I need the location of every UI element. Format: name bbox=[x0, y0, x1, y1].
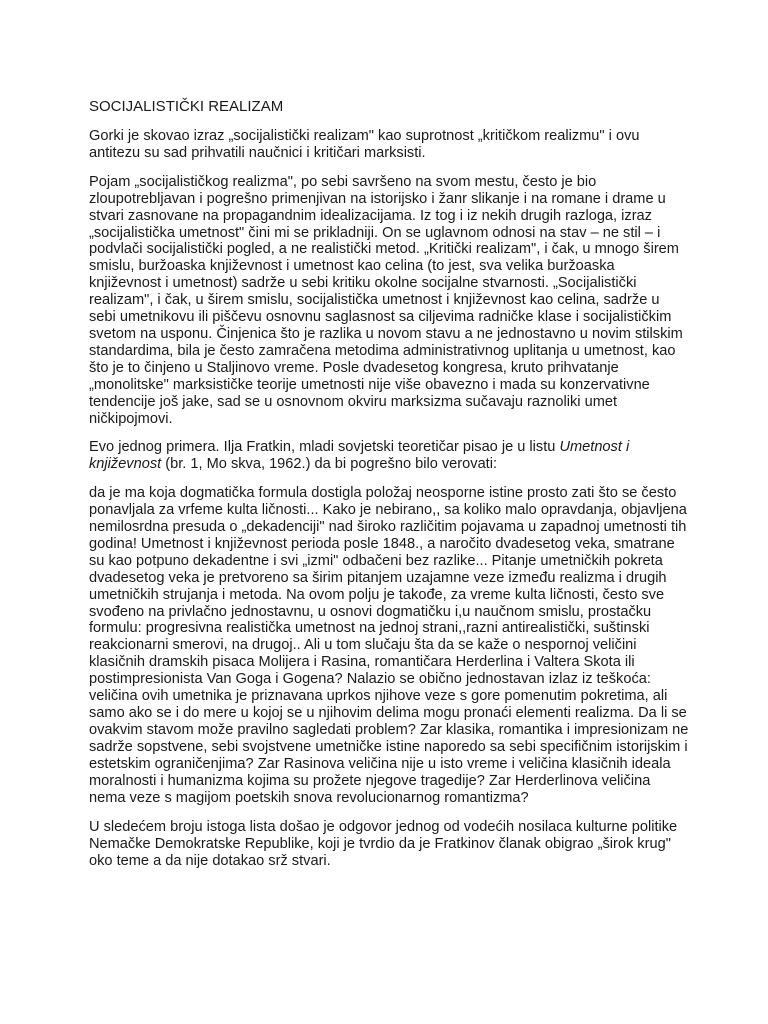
journal-title: Umetnost i književnost bbox=[89, 439, 630, 473]
paragraph-example bbox=[89, 439, 689, 473]
document-page bbox=[89, 98, 689, 882]
paragraph-intro: Gorki je skovao izraz „socijalistički realizam" kao suprotnost „kritičkom realizmu" i ovu antitezu su sad prihvatili naučnici i kritičari marksisti. bbox=[89, 128, 640, 161]
example-text-before: Evo jednog primera. Ilja Fratkin, mladi sovjetski teoretičar pisao je u listu bbox=[89, 439, 560, 456]
document-title: SOCIJALISTIČKI REALIZAM bbox=[89, 98, 284, 115]
paragraph-concept: Pojam „socijalističkog realizma", po sebi savršeno na svom mestu, često je bio zloupotrebljavan i pogrešno primenjivan na istorijsko i žanr slikanje i na romane i drame u stvari zasnovane na propagandnim idealizacijama. Iz tog i iz nekih drugih razloga, izraz „socijalistička umetnost" čini mi se prikladniji. On se uglavnom odnosi na stav – ne stil – i podvlači socijalistički pogled, a ne realistički metod. „Kritički realizam", i čak, u mnogo širem smislu, buržoaska književnost i umetnost kao celina (to jest, sva velika buržoaska književnost i umetnost) sadrže u sebi kritiku okolne socijalne stvarnosti. „Socijalistički realizam", i čak, u širem smislu, socijalistička umetnost i književnost kao celina, sadrže u sebi umetnikovu ili piščevu osnovnu saglasnost sa ciljevima radničke klase i socijalističkim svetom na usponu. Činjenica što je razlika u novom stavu a ne jednostavno u novim stilskim standardima, bila je često zamračena metodima administrativnog uplitanja u umetnost, kao što je to činjeno u Staljinovo vreme. Posle dvadesetog kongresa, kruto prihvatanje „monolitske" marksističke teorije umetnosti nije više obavezno i mada su konzervativne tendencije još jake, sad se u osnovnom okviru marksizma sučavaju raznoliki umet ničkipojmovi. bbox=[89, 173, 683, 427]
quoted-passage: da je ma koja dogmatička formula dostigla položaj neosporne istine prosto zati što se često ponavljala za vrfeme kulta ličnosti... Kako je nebirano,, sa koliko malo opravdanja, objavljena nemilosrdna presuda o „dekadenciji" nad široko različitim pojavama u zapadnoj umetnosti tih godina! Umetnost i književnost perioda posle 1848., a naročito dvadesetog veka, smatrane su kao potpuno dekadentne i svi „izmi" odbačeni bez razlike... Pitanje umetničkih pokreta dvadesetog veka je pretvoreno sa širim pitanjem uzajamne veze između realizma i drugih umetničkih strujanja i metoda. Na ovom polju je takođe, za vreme kulta ličnosti, često sve svođeno na privlačno jednostavnu, u osnovi dogmatičku i,u naučnom smislu, prostačku formulu: progresivna realistička umetnost na jednoj strani,,razni antirealistički, suštinski reakcionarni smerovi, na drugoj.. Ali u tom slučaju šta da se kaže o nespornoj veličini klasičnih dramskih pisaca Molijera i Rasina, romantičara Herderlina i Valtera Skota ili postimpresionista Van Goga i Gogena? Nalazio se obično jednostavan izlaz iz teškoća: veličina ovih umetnika je priznavana uprkos njihove veze s gore pomenutim pokretima, ali samo ako se i do mere u kojoj se u njihovim delima mogu pronaći elementi realizma. Da li se ovakvim stavom može pravilno sagledati problem? Zar klasika, romantika i impresionizam ne sadrže sopstvene, sebi svojstvene umetničke istine naporedo sa sebi specifičnim istorijskim i estetskim ograničenjima? Zar Rasinova veličina nije u isto vreme i veličina klasičnih ideala moralnosti i humanizma kojima su prožete njegove tragedije? Zar Herderlinova veličina nema veze s magijom poetskih snova revolucionarnog romantizma? bbox=[89, 485, 689, 806]
example-text-after: (br. 1, Mo skva, 1962.) da bi pogrešno bilo verovati: bbox=[161, 456, 498, 473]
paragraph-response: U sledećem broju istoga lista došao je odgovor jednog od vodećih nosilaca kulturne politike Nemačke Demokratske Republike, koji je tvrdio da je Fratkinov članak obigrao „širok krug" oko teme a da nije dotakao srž stvari. bbox=[89, 819, 678, 870]
